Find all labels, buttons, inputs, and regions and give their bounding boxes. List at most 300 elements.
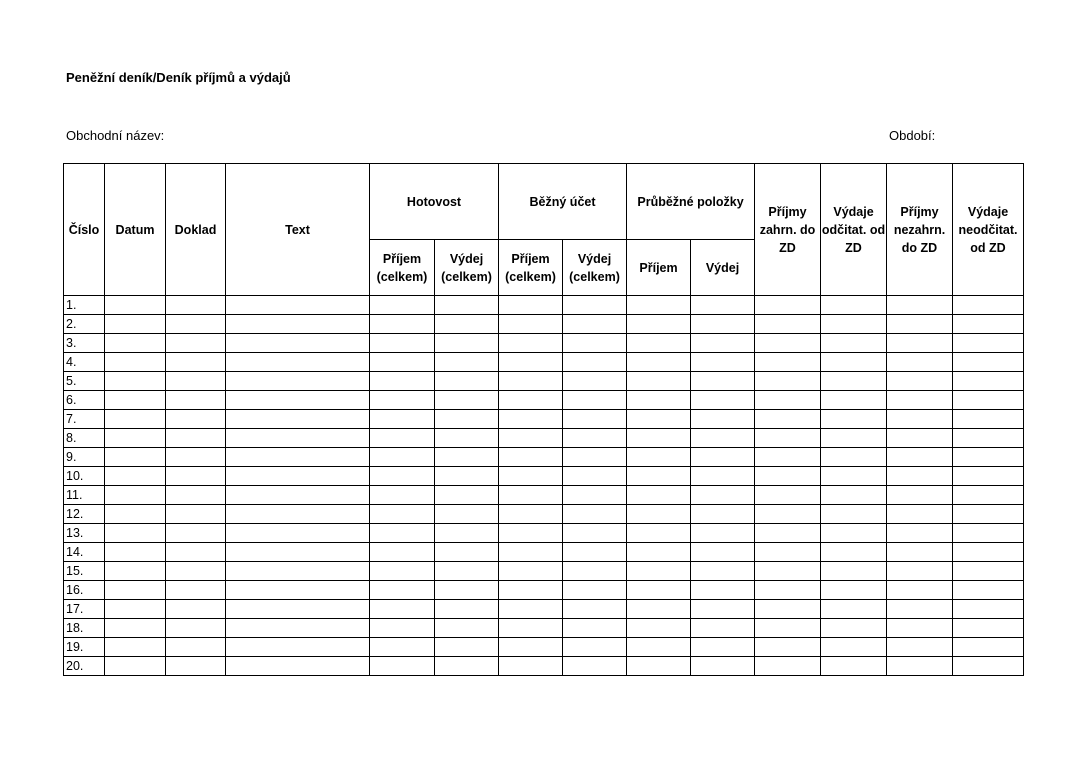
table-cell [105, 410, 166, 429]
table-cell [821, 296, 887, 315]
table-cell [226, 429, 370, 448]
table-cell [435, 600, 499, 619]
header-hotovost-vydej: Výdej (celkem) [435, 240, 499, 296]
row-number: 18. [64, 619, 105, 638]
table-cell [499, 562, 563, 581]
table-cell [435, 353, 499, 372]
table-cell [691, 353, 755, 372]
table-cell [166, 353, 226, 372]
table-cell [166, 524, 226, 543]
table-cell [105, 562, 166, 581]
table-cell [370, 486, 435, 505]
table-cell [821, 315, 887, 334]
table-cell [953, 372, 1024, 391]
table-cell [435, 467, 499, 486]
table-cell [166, 448, 226, 467]
table-cell [691, 524, 755, 543]
table-cell [370, 581, 435, 600]
table-cell [691, 467, 755, 486]
table-cell [953, 391, 1024, 410]
table-cell [563, 562, 627, 581]
table-cell [166, 372, 226, 391]
table-cell [435, 657, 499, 676]
table-cell [755, 467, 821, 486]
table-cell [563, 638, 627, 657]
table-cell [499, 448, 563, 467]
table-row [64, 543, 1024, 562]
table-cell [887, 410, 953, 429]
table-row [64, 505, 1024, 524]
table-cell [627, 486, 691, 505]
header-prubezne-prijem: Příjem [627, 240, 691, 296]
row-number: 1. [64, 296, 105, 315]
table-cell [627, 581, 691, 600]
table-cell [226, 315, 370, 334]
table-cell [166, 638, 226, 657]
header-datum: Datum [105, 164, 166, 296]
table-cell [435, 581, 499, 600]
table-cell [691, 600, 755, 619]
table-cell [821, 410, 887, 429]
table-cell [563, 505, 627, 524]
table-cell [226, 410, 370, 429]
table-cell [226, 372, 370, 391]
table-cell [755, 524, 821, 543]
row-number: 17. [64, 600, 105, 619]
table-row [64, 353, 1024, 372]
table-cell [499, 638, 563, 657]
table-cell [166, 543, 226, 562]
row-number: 4. [64, 353, 105, 372]
table-cell [370, 543, 435, 562]
table-row [64, 448, 1024, 467]
table-cell [755, 638, 821, 657]
table-cell [166, 467, 226, 486]
table-cell [887, 524, 953, 543]
table-cell [226, 524, 370, 543]
table-cell [887, 600, 953, 619]
table-cell [435, 562, 499, 581]
row-number: 16. [64, 581, 105, 600]
table-cell [755, 562, 821, 581]
table-cell [226, 638, 370, 657]
table-cell [691, 486, 755, 505]
table-cell [226, 581, 370, 600]
table-cell [691, 505, 755, 524]
table-cell [435, 543, 499, 562]
table-cell [887, 581, 953, 600]
table-cell [563, 334, 627, 353]
table-cell [563, 448, 627, 467]
row-number: 8. [64, 429, 105, 448]
table-cell [627, 638, 691, 657]
table-cell [887, 296, 953, 315]
table-cell [105, 391, 166, 410]
table-cell [627, 448, 691, 467]
header-group-bezny-ucet: Běžný účet [499, 164, 627, 240]
table-cell [755, 486, 821, 505]
header-prijmy-zahrn: Příjmy zahrn. do ZD [755, 164, 821, 296]
table-cell [953, 543, 1024, 562]
table-cell [887, 543, 953, 562]
row-number: 6. [64, 391, 105, 410]
table-cell [105, 315, 166, 334]
table-cell [953, 562, 1024, 581]
table-cell [563, 486, 627, 505]
row-number: 12. [64, 505, 105, 524]
table-cell [691, 657, 755, 676]
table-cell [691, 429, 755, 448]
table-cell [105, 486, 166, 505]
table-cell [563, 315, 627, 334]
table-row [64, 657, 1024, 676]
table-cell [953, 467, 1024, 486]
table-cell [435, 429, 499, 448]
table-cell [435, 334, 499, 353]
table-cell [887, 657, 953, 676]
table-cell [499, 524, 563, 543]
header-prubezne-vydej: Výdej [691, 240, 755, 296]
table-cell [435, 505, 499, 524]
table-cell [821, 467, 887, 486]
table-cell [755, 448, 821, 467]
table-cell [563, 581, 627, 600]
table-cell [953, 657, 1024, 676]
table-cell [691, 543, 755, 562]
table-cell [563, 657, 627, 676]
table-cell [821, 638, 887, 657]
table-cell [691, 638, 755, 657]
table-cell [166, 334, 226, 353]
table-cell [105, 372, 166, 391]
table-cell [755, 505, 821, 524]
table-cell [105, 429, 166, 448]
table-row [64, 467, 1024, 486]
table-cell [627, 600, 691, 619]
table-cell [755, 581, 821, 600]
table-cell [755, 296, 821, 315]
table-cell [226, 467, 370, 486]
table-cell [821, 391, 887, 410]
table-cell [166, 429, 226, 448]
table-cell [821, 543, 887, 562]
table-row [64, 486, 1024, 505]
table-cell [627, 467, 691, 486]
table-cell [691, 315, 755, 334]
table-cell [166, 505, 226, 524]
journal-rows [64, 296, 1024, 676]
table-cell [105, 619, 166, 638]
header-bezny-ucet-vydej: Výdej (celkem) [563, 240, 627, 296]
table-cell [953, 638, 1024, 657]
table-row [64, 334, 1024, 353]
table-cell [226, 296, 370, 315]
table-cell [953, 581, 1024, 600]
table-cell [627, 296, 691, 315]
table-cell [627, 315, 691, 334]
table-cell [755, 543, 821, 562]
row-number: 15. [64, 562, 105, 581]
table-cell [755, 353, 821, 372]
table-cell [226, 353, 370, 372]
table-cell [691, 562, 755, 581]
row-number: 7. [64, 410, 105, 429]
table-cell [370, 638, 435, 657]
table-row [64, 600, 1024, 619]
table-cell [435, 296, 499, 315]
table-cell [627, 505, 691, 524]
table-cell [499, 429, 563, 448]
table-cell [499, 353, 563, 372]
header-text: Text [226, 164, 370, 296]
table-cell [953, 410, 1024, 429]
table-cell [953, 486, 1024, 505]
table-cell [563, 524, 627, 543]
header-vydaje-neodcitat: Výdaje neodčitat. od ZD [953, 164, 1024, 296]
table-cell [887, 467, 953, 486]
header-prijmy-nezahrn: Příjmy nezahrn. do ZD [887, 164, 953, 296]
table-cell [953, 619, 1024, 638]
table-cell [887, 448, 953, 467]
table-cell [435, 448, 499, 467]
table-cell [370, 296, 435, 315]
table-cell [435, 486, 499, 505]
table-cell [755, 410, 821, 429]
table-cell [691, 619, 755, 638]
table-cell [166, 391, 226, 410]
table-cell [887, 619, 953, 638]
table-cell [499, 334, 563, 353]
row-number: 9. [64, 448, 105, 467]
table-cell [226, 543, 370, 562]
table-cell [691, 581, 755, 600]
table-cell [226, 657, 370, 676]
table-cell [105, 524, 166, 543]
business-name-label: Obchodní název: [66, 128, 165, 143]
table-cell [226, 448, 370, 467]
table-cell [755, 657, 821, 676]
row-number: 14. [64, 543, 105, 562]
row-number: 11. [64, 486, 105, 505]
table-cell [563, 296, 627, 315]
table-cell [226, 334, 370, 353]
row-number: 3. [64, 334, 105, 353]
table-cell [105, 600, 166, 619]
table-cell [370, 429, 435, 448]
table-cell [821, 372, 887, 391]
row-number: 13. [64, 524, 105, 543]
table-cell [953, 505, 1024, 524]
table-cell [370, 467, 435, 486]
table-cell [499, 600, 563, 619]
table-cell [370, 562, 435, 581]
table-row [64, 638, 1024, 657]
table-cell [563, 467, 627, 486]
table-cell [370, 600, 435, 619]
table-cell [755, 429, 821, 448]
table-cell [691, 296, 755, 315]
table-cell [953, 334, 1024, 353]
table-cell [166, 600, 226, 619]
table-cell [166, 410, 226, 429]
table-cell [821, 524, 887, 543]
table-cell [627, 543, 691, 562]
table-cell [563, 600, 627, 619]
table-cell [435, 638, 499, 657]
table-row [64, 581, 1024, 600]
table-cell [887, 372, 953, 391]
table-cell [821, 353, 887, 372]
table-cell [370, 448, 435, 467]
table-cell [821, 448, 887, 467]
table-cell [499, 467, 563, 486]
table-cell [691, 448, 755, 467]
table-cell [166, 581, 226, 600]
header-group-hotovost: Hotovost [370, 164, 499, 240]
table-cell [887, 638, 953, 657]
table-cell [887, 353, 953, 372]
table-cell [370, 505, 435, 524]
table-cell [370, 657, 435, 676]
table-cell [226, 391, 370, 410]
table-row [64, 296, 1024, 315]
header-cislo: Číslo [64, 164, 105, 296]
table-cell [499, 391, 563, 410]
table-cell [105, 581, 166, 600]
table-cell [887, 486, 953, 505]
period-label: Období: [889, 128, 936, 143]
table-cell [563, 353, 627, 372]
table-cell [370, 353, 435, 372]
table-cell [887, 562, 953, 581]
table-cell [887, 505, 953, 524]
table-cell [627, 429, 691, 448]
header-vydaje-odcitat: Výdaje odčitat. od ZD [821, 164, 887, 296]
table-cell [226, 505, 370, 524]
table-cell [691, 391, 755, 410]
table-cell [105, 448, 166, 467]
table-cell [563, 372, 627, 391]
table-cell [166, 619, 226, 638]
table-cell [887, 315, 953, 334]
table-cell [499, 619, 563, 638]
table-cell [166, 315, 226, 334]
table-cell [226, 600, 370, 619]
table-row [64, 315, 1024, 334]
table-cell [755, 600, 821, 619]
table-cell [105, 353, 166, 372]
row-number: 2. [64, 315, 105, 334]
table-cell [563, 391, 627, 410]
table-cell [499, 372, 563, 391]
table-cell [627, 619, 691, 638]
table-cell [370, 334, 435, 353]
table-cell [166, 562, 226, 581]
table-row [64, 410, 1024, 429]
header-bezny-ucet-prijem: Příjem (celkem) [499, 240, 563, 296]
table-cell [435, 372, 499, 391]
table-cell [435, 391, 499, 410]
table-cell [691, 334, 755, 353]
table-cell [435, 524, 499, 543]
table-row [64, 391, 1024, 410]
table-cell [105, 505, 166, 524]
table-cell [499, 581, 563, 600]
table-cell [105, 543, 166, 562]
table-cell [563, 410, 627, 429]
table-cell [563, 429, 627, 448]
table-cell [821, 429, 887, 448]
table-cell [226, 562, 370, 581]
cash-journal-table [63, 163, 1024, 676]
table-cell [887, 334, 953, 353]
table-cell [953, 353, 1024, 372]
table-cell [821, 619, 887, 638]
table-cell [821, 505, 887, 524]
table-cell [821, 486, 887, 505]
table-cell [755, 372, 821, 391]
table-cell [887, 429, 953, 448]
table-cell [627, 334, 691, 353]
table-cell [953, 524, 1024, 543]
table-cell [821, 334, 887, 353]
table-cell [105, 296, 166, 315]
table-cell [370, 372, 435, 391]
table-cell [887, 391, 953, 410]
table-cell [627, 372, 691, 391]
table-cell [691, 410, 755, 429]
table-cell [821, 581, 887, 600]
table-cell [499, 486, 563, 505]
table-row [64, 429, 1024, 448]
header-group-prubezne-polozky: Průběžné položky [627, 164, 755, 240]
table-cell [563, 619, 627, 638]
table-cell [627, 562, 691, 581]
table-cell [821, 562, 887, 581]
table-cell [166, 486, 226, 505]
row-number: 19. [64, 638, 105, 657]
table-cell [755, 619, 821, 638]
table-cell [370, 524, 435, 543]
header-doklad: Doklad [166, 164, 226, 296]
row-number: 5. [64, 372, 105, 391]
table-row [64, 524, 1024, 543]
row-number: 10. [64, 467, 105, 486]
table-cell [821, 657, 887, 676]
table-cell [563, 543, 627, 562]
table-cell [627, 353, 691, 372]
table-row [64, 619, 1024, 638]
table-cell [755, 334, 821, 353]
table-cell [691, 372, 755, 391]
header-hotovost-prijem: Příjem (celkem) [370, 240, 435, 296]
table-cell [821, 600, 887, 619]
table-cell [370, 391, 435, 410]
table-cell [953, 315, 1024, 334]
table-cell [435, 315, 499, 334]
row-number: 20. [64, 657, 105, 676]
table-cell [105, 334, 166, 353]
table-cell [499, 315, 563, 334]
table-cell [499, 657, 563, 676]
table-cell [435, 410, 499, 429]
table-cell [166, 296, 226, 315]
table-cell [499, 296, 563, 315]
table-cell [499, 543, 563, 562]
table-cell [370, 410, 435, 429]
table-row [64, 372, 1024, 391]
table-cell [627, 524, 691, 543]
